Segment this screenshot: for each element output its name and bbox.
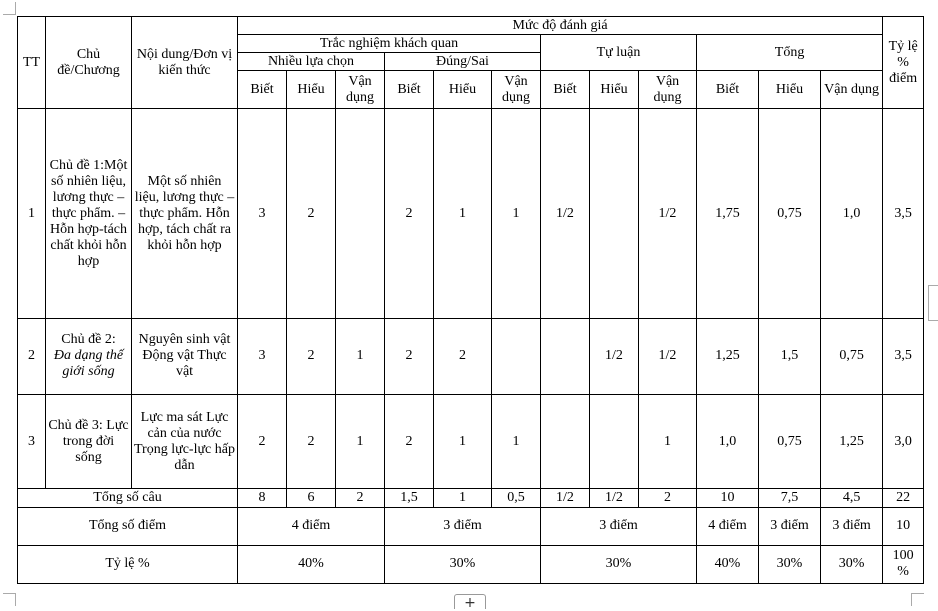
row-chu-de xyxy=(46,318,132,394)
level-biet: Biết xyxy=(541,71,590,109)
cell-value: 0,75 xyxy=(759,109,821,318)
level-biet: Biết xyxy=(385,71,434,109)
cell-value: 3,5 xyxy=(883,109,924,318)
tong-so-diem-row xyxy=(18,507,924,545)
ty-le-nlc: 40% xyxy=(238,545,385,583)
tong-so-cau-row xyxy=(18,489,924,507)
cell-value: 1/2 xyxy=(541,109,590,318)
cell-value: 1 xyxy=(434,394,492,489)
cell-value: 2 xyxy=(287,394,336,489)
level-hieu: Hiểu xyxy=(287,71,336,109)
level-hieu: Hiểu xyxy=(759,71,821,109)
cell-value: 1/2 xyxy=(590,489,639,507)
cell-value: 0,5 xyxy=(492,489,541,507)
cell-value: 0,75 xyxy=(759,394,821,489)
tong-so-cau-label: Tổng số câu xyxy=(18,489,238,507)
row-noi-dung: Nguyên sinh vật Động vật Thực vật xyxy=(132,318,238,394)
header-noi-dung: Nội dung/Đơn vị kiến thức xyxy=(132,17,238,109)
tong-so-diem-hieu: 3 điểm xyxy=(759,507,821,545)
tong-so-diem-total: 10 xyxy=(883,507,924,545)
row-noi-dung: Một số nhiên liệu, lương thực – thực phẩm. Hỗn hợp, tách chất ra khỏi hỗn hợp xyxy=(132,109,238,318)
cell-value: 1/2 xyxy=(541,489,590,507)
row-noi-dung: Lực ma sát Lực cản của nước Trọng lực-lực hấp dẫn xyxy=(132,394,238,489)
level-van-dung: Vận dụng xyxy=(492,71,541,109)
cell-value: 1,0 xyxy=(821,109,883,318)
cell-value: 2 xyxy=(287,318,336,394)
cell-value: 2 xyxy=(385,318,434,394)
cell-value: 3 xyxy=(238,318,287,394)
table-row xyxy=(18,394,924,489)
tong-so-diem-tu-luan: 3 điểm xyxy=(541,507,697,545)
cell-value: 1 xyxy=(336,394,385,489)
tong-so-diem-nlc: 4 điểm xyxy=(238,507,385,545)
cell-value: 4,5 xyxy=(821,489,883,507)
cell-value xyxy=(590,394,639,489)
table-row xyxy=(18,109,924,318)
add-row-button[interactable]: + xyxy=(454,594,486,609)
cell-value xyxy=(541,318,590,394)
cell-value: 3,5 xyxy=(883,318,924,394)
row-tt: 1 xyxy=(18,109,46,318)
cell-value: 3,0 xyxy=(883,394,924,489)
cell-value: 2 xyxy=(336,489,385,507)
ty-le-biet: 40% xyxy=(697,545,759,583)
cell-value: 2 xyxy=(385,109,434,318)
level-biet: Biết xyxy=(697,71,759,109)
cell-value: 1,5 xyxy=(759,318,821,394)
page-corner-mark xyxy=(3,593,16,606)
cell-value: 2 xyxy=(639,489,697,507)
header-tt: TT xyxy=(18,17,46,109)
header-muc-do: Mức độ đánh giá xyxy=(238,17,883,35)
level-hieu: Hiểu xyxy=(590,71,639,109)
cell-value: 10 xyxy=(697,489,759,507)
level-biet: Biết xyxy=(238,71,287,109)
tong-so-diem-ds: 3 điểm xyxy=(385,507,541,545)
cell-value: 22 xyxy=(883,489,924,507)
cell-value: 1 xyxy=(336,318,385,394)
cell-value: 1/2 xyxy=(639,318,697,394)
cell-value: 8 xyxy=(238,489,287,507)
cell-value xyxy=(541,394,590,489)
cell-value: 3 xyxy=(238,109,287,318)
header-tnkq: Trắc nghiệm khách quan xyxy=(238,35,541,53)
cell-value: 1 xyxy=(492,109,541,318)
cell-value: 1 xyxy=(434,489,492,507)
header-dung-sai: Đúng/Sai xyxy=(385,53,541,71)
ty-le-label: Tỷ lệ % xyxy=(18,545,238,583)
ty-le-hieu: 30% xyxy=(759,545,821,583)
header-tong: Tổng xyxy=(697,35,883,71)
cell-value: 1 xyxy=(434,109,492,318)
tong-so-diem-label: Tổng số điểm xyxy=(18,507,238,545)
cell-value xyxy=(492,318,541,394)
cell-value: 1/2 xyxy=(590,318,639,394)
header-tu-luan: Tự luận xyxy=(541,35,697,71)
header-ty-le-diem: Tỷ lệ % điểm xyxy=(883,17,924,109)
page-corner-mark xyxy=(3,2,16,15)
cell-value: 7,5 xyxy=(759,489,821,507)
cell-value: 2 xyxy=(434,318,492,394)
tong-so-diem-biet: 4 điểm xyxy=(697,507,759,545)
cell-value: 1/2 xyxy=(639,109,697,318)
header-chu-de: Chủ đề/Chương xyxy=(46,17,132,109)
level-van-dung: Vận dụng xyxy=(336,71,385,109)
row-chu-de: Chủ đề 3: Lực trong đời sống xyxy=(46,394,132,489)
cell-value: 2 xyxy=(287,109,336,318)
level-van-dung: Vận dụng xyxy=(821,71,883,109)
row-chu-de: Chủ đề 1:Một số nhiên liệu, lương thực – thực phẩm. – Hỗn hợp-tách chất khỏi hỗn hợp xyxy=(46,109,132,318)
row-tt: 3 xyxy=(18,394,46,489)
cell-value: 1,0 xyxy=(697,394,759,489)
ty-le-tu-luan: 30% xyxy=(541,545,697,583)
tong-so-diem-van-dung: 3 điểm xyxy=(821,507,883,545)
cell-value: 1,5 xyxy=(385,489,434,507)
table-row xyxy=(18,318,924,394)
cell-value: 1 xyxy=(639,394,697,489)
cell-value: 2 xyxy=(238,394,287,489)
level-hieu: Hiểu xyxy=(434,71,492,109)
cell-value: 1 xyxy=(492,394,541,489)
header-row-1 xyxy=(18,17,924,35)
ty-le-row xyxy=(18,545,924,583)
row-chu-de-subtitle: Đa dạng thế giới sống xyxy=(53,348,124,380)
cell-value xyxy=(336,109,385,318)
level-van-dung: Vận dụng xyxy=(639,71,697,109)
cell-value xyxy=(590,109,639,318)
row-tt: 2 xyxy=(18,318,46,394)
row-chu-de-title: Chủ đề 2: xyxy=(61,332,116,348)
cell-value: 1,25 xyxy=(697,318,759,394)
ty-le-total: 100 % xyxy=(883,545,924,583)
cell-value: 1,75 xyxy=(697,109,759,318)
cell-value: 1,25 xyxy=(821,394,883,489)
header-nhieu-lua-chon: Nhiều lựa chọn xyxy=(238,53,385,71)
cell-value: 2 xyxy=(385,394,434,489)
assessment-matrix-table xyxy=(17,16,924,584)
page-corner-mark xyxy=(911,593,924,606)
ty-le-ds: 30% xyxy=(385,545,541,583)
cell-value: 0,75 xyxy=(821,318,883,394)
ty-le-van-dung: 30% xyxy=(821,545,883,583)
page-corner-mark xyxy=(928,285,938,321)
cell-value: 6 xyxy=(287,489,336,507)
